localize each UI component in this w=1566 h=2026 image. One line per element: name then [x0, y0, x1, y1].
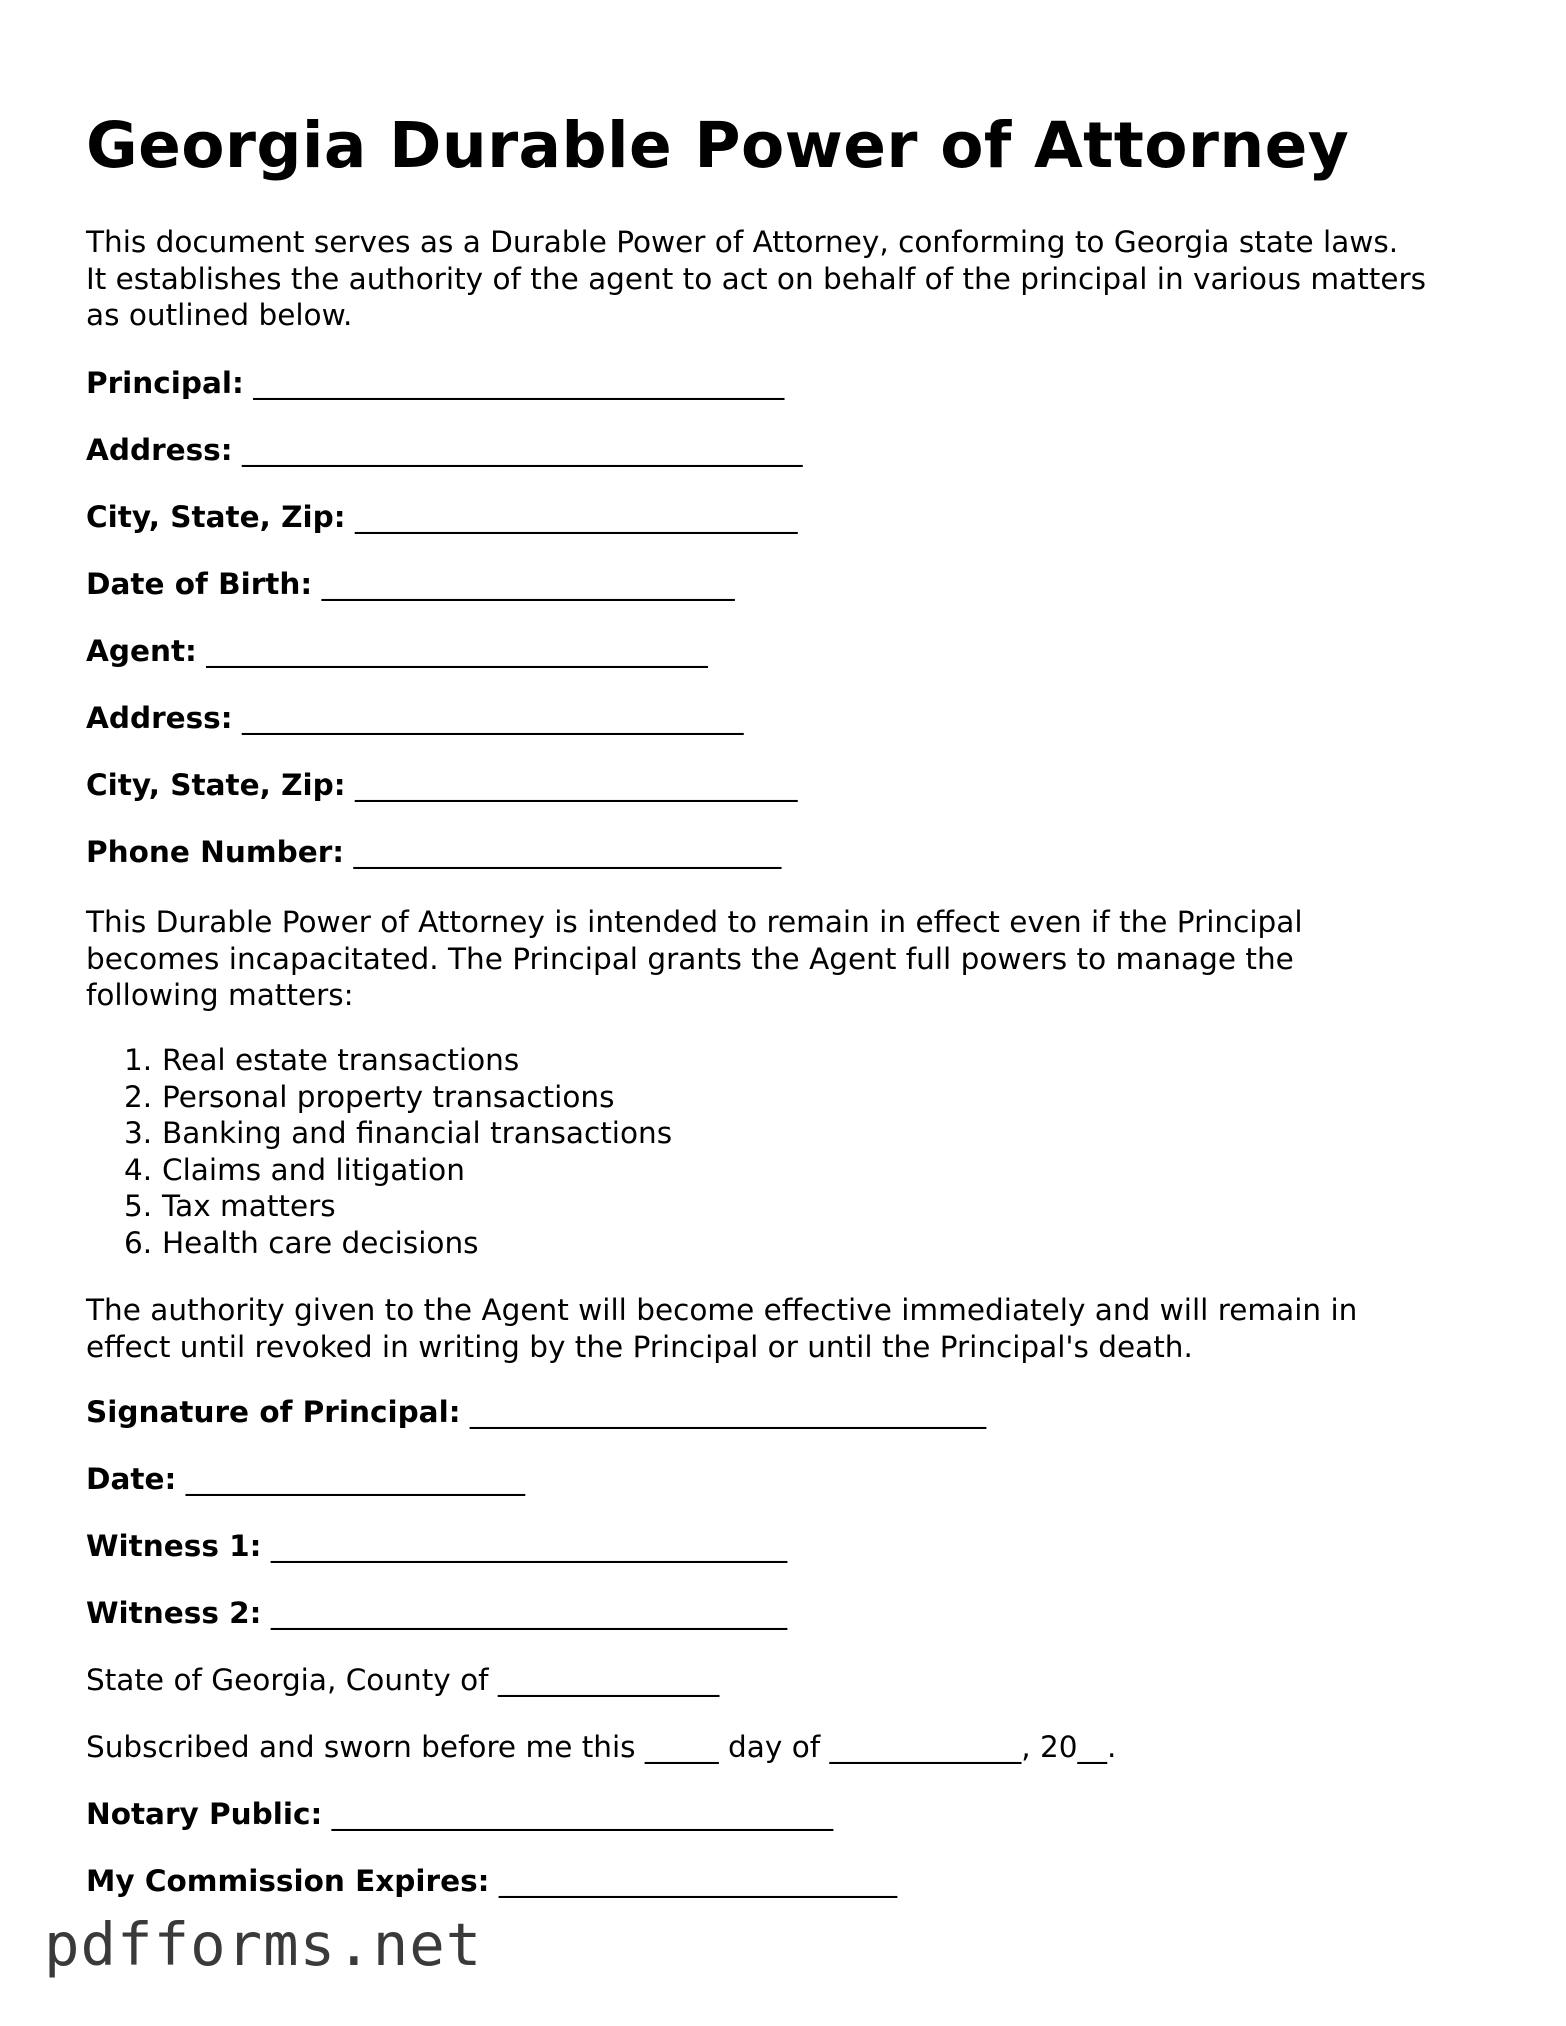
agent-city-state-zip-field[interactable]	[86, 765, 797, 805]
field-blank[interactable]: ______________________________	[354, 768, 798, 802]
field-blank[interactable]: __________________________________	[241, 701, 744, 735]
authority-line: effect until revoked in writing by the Principal or until the Principal's death.	[86, 1329, 1193, 1364]
list-item	[86, 1079, 672, 1116]
intro-line: This document serves as a Durable Power of Attorney, conforming to Georgia state laws.	[86, 225, 1399, 259]
list-item	[86, 1152, 672, 1189]
field-label: Agent:	[86, 634, 197, 668]
list-number: 6.	[124, 1225, 153, 1260]
field-label: Date:	[86, 1462, 177, 1496]
list-item-text: Real estate transactions	[162, 1043, 520, 1077]
notary-sworn-line[interactable]: Subscribed and sworn before me this _____ day of _____________, 20__.	[86, 1730, 1117, 1764]
date-of-birth-field[interactable]	[86, 564, 735, 604]
date-field[interactable]	[86, 1459, 525, 1499]
powers-line: This Durable Power of Attorney is intended to remain in effect even if the Principal	[86, 905, 1303, 939]
authority-paragraph	[86, 1292, 1357, 1365]
agent-address-field[interactable]	[86, 698, 743, 738]
field-label: Witness 2:	[86, 1596, 262, 1630]
principal-city-state-zip-field[interactable]	[86, 497, 797, 537]
list-number: 3.	[124, 1116, 153, 1151]
principal-field[interactable]	[86, 363, 784, 403]
field-label: Address:	[86, 701, 233, 735]
matters-list	[86, 1042, 672, 1262]
list-item-text: Claims and litigation	[162, 1152, 465, 1187]
field-label: Principal:	[86, 366, 244, 400]
list-item	[86, 1225, 672, 1262]
list-item	[86, 1188, 672, 1225]
field-blank[interactable]: ___________________________________	[270, 1596, 788, 1630]
list-number: 1.	[124, 1043, 153, 1077]
list-number: 5.	[124, 1189, 153, 1224]
field-blank[interactable]: ___________________________________	[469, 1395, 987, 1429]
list-item	[86, 1042, 672, 1079]
field-label: Signature of Principal:	[86, 1395, 461, 1429]
field-label: City, State, Zip:	[86, 768, 346, 802]
field-blank[interactable]: _______________________	[185, 1462, 525, 1496]
field-label: Date of Birth:	[86, 567, 313, 601]
field-label: City, State, Zip:	[86, 500, 346, 534]
list-item	[86, 1115, 672, 1152]
field-blank[interactable]: ______________________________	[354, 500, 798, 534]
powers-paragraph	[86, 904, 1303, 1014]
authority-line: The authority given to the Agent will become effective immediately and will remain in	[86, 1293, 1358, 1327]
intro-line: It establishes the authority of the agent to act on behalf of the principal in various matters	[86, 261, 1427, 296]
phone-number-field[interactable]	[86, 832, 781, 872]
powers-line: following matters:	[86, 978, 354, 1012]
witness-1-field[interactable]	[86, 1526, 787, 1566]
notary-county-line[interactable]: State of Georgia, County of _______________	[86, 1663, 720, 1697]
list-number: 2.	[124, 1079, 153, 1114]
agent-field[interactable]	[86, 631, 708, 671]
notary-public-field[interactable]	[86, 1794, 833, 1834]
list-item-text: Tax matters	[162, 1189, 336, 1224]
intro-line: as outlined below.	[86, 298, 353, 332]
field-blank[interactable]: ___________________________	[498, 1864, 898, 1898]
field-blank[interactable]: ___________________________________	[270, 1529, 788, 1563]
field-label: Witness 1:	[86, 1529, 262, 1563]
list-item-text: Health care decisions	[162, 1225, 479, 1260]
field-blank[interactable]: ____________________________________	[253, 366, 785, 400]
field-label: Address:	[86, 433, 233, 467]
commission-expires-field[interactable]	[86, 1861, 897, 1901]
field-blank[interactable]: __________________________________	[331, 1797, 834, 1831]
witness-2-field[interactable]	[86, 1593, 787, 1633]
field-blank[interactable]: __________________________________	[206, 634, 708, 668]
field-blank[interactable]: _____________________________	[353, 835, 782, 869]
field-label: Phone Number:	[86, 835, 345, 869]
field-blank[interactable]: ____________________________	[321, 567, 735, 601]
list-number: 4.	[124, 1152, 153, 1187]
list-item-text: Banking and financial transactions	[162, 1116, 673, 1151]
powers-line: becomes incapacitated. The Principal grants the Agent full powers to manage the	[86, 941, 1294, 976]
principal-signature-field[interactable]	[86, 1392, 986, 1432]
intro-paragraph	[86, 224, 1426, 334]
field-blank[interactable]: ______________________________________	[241, 433, 803, 467]
pdfforms-watermark: pdfforms.net	[44, 1910, 483, 1979]
field-label: Notary Public:	[86, 1797, 323, 1831]
document-title: Georgia Durable Power of Attorney	[86, 109, 1350, 182]
list-item-text: Personal property transactions	[162, 1079, 615, 1114]
field-label: My Commission Expires:	[86, 1864, 490, 1898]
principal-address-field[interactable]	[86, 430, 802, 470]
